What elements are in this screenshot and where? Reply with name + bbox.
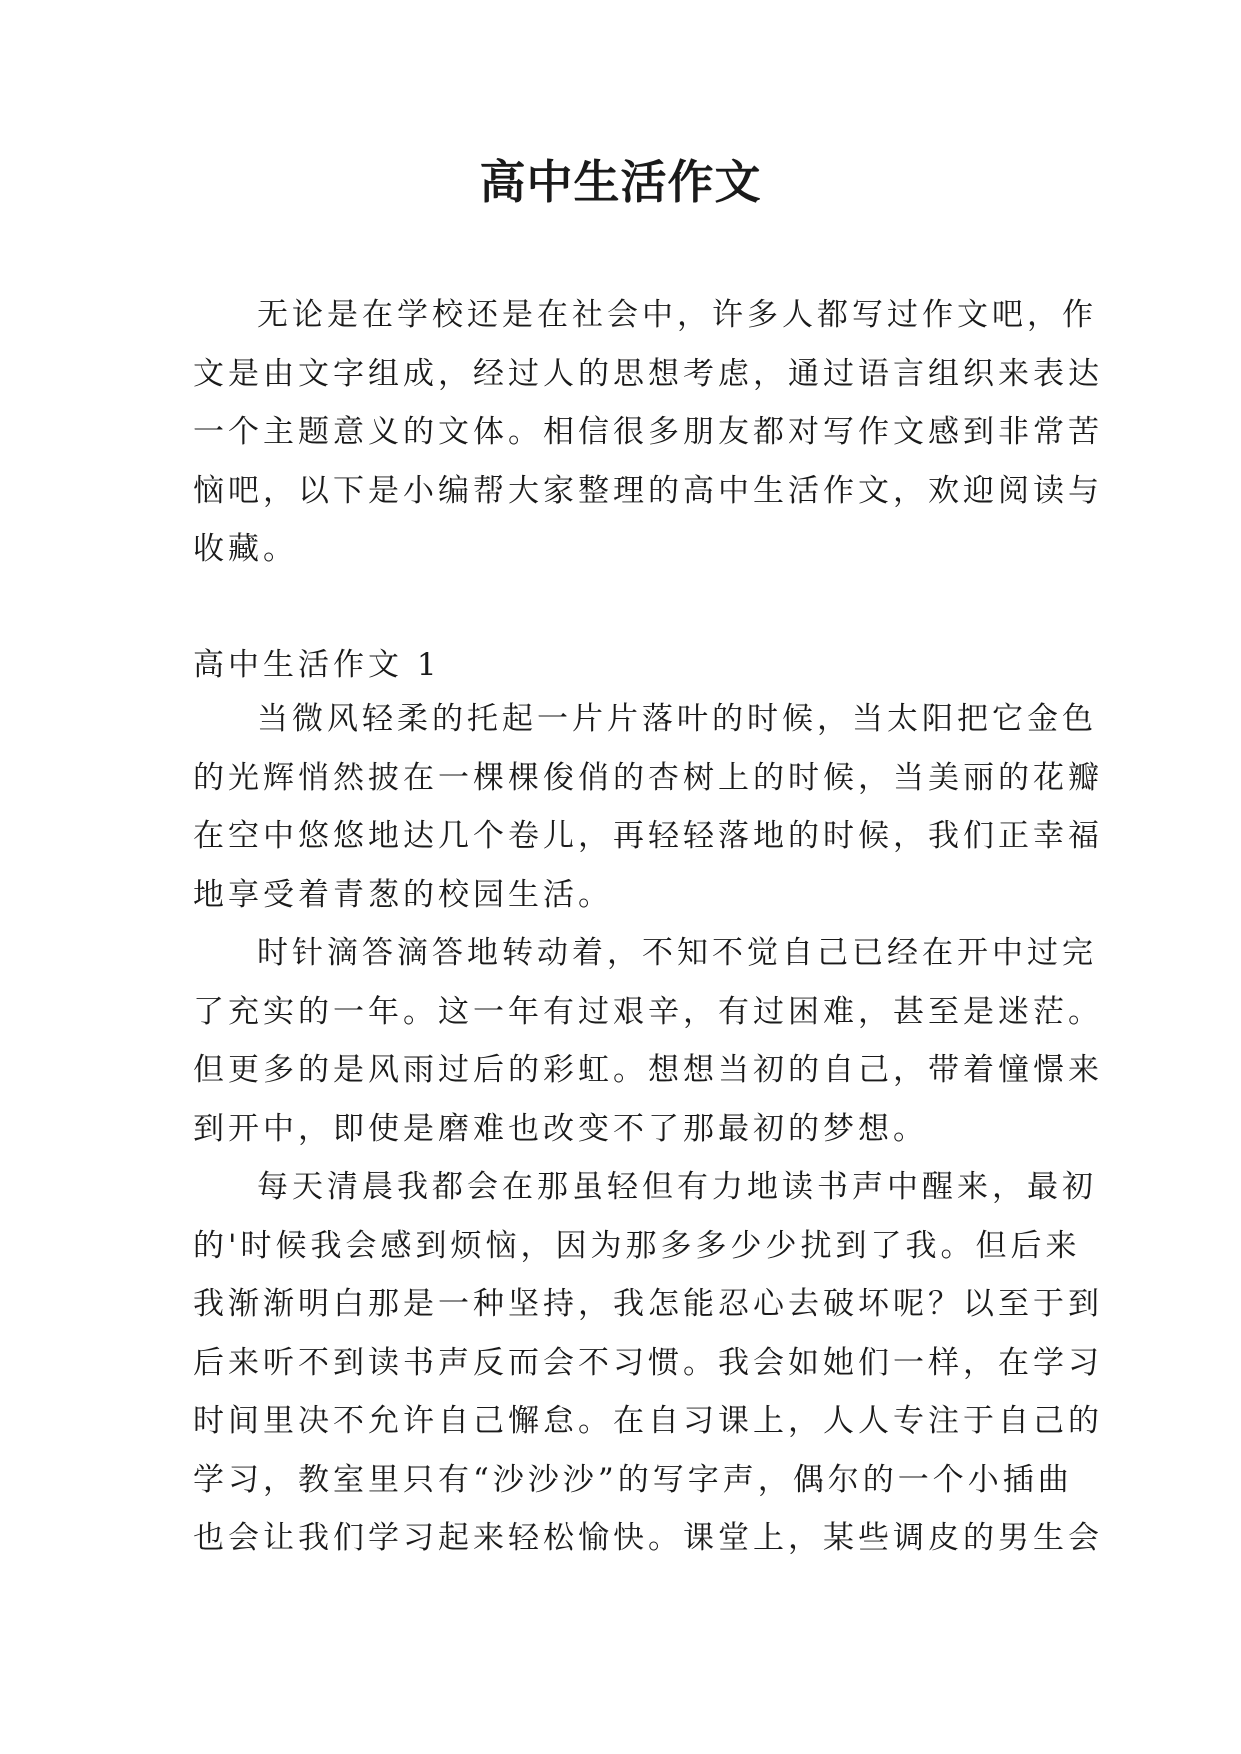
- text-line: 无论是在学校还是在社会中，许多人都写过作文吧，作: [257, 297, 1097, 333]
- section-heading: [193, 636, 1063, 695]
- text-line: 恼吧，以下是小编帮大家整理的高中生活作文，欢迎阅读与: [193, 472, 1103, 509]
- text-line: 当微风轻柔的托起一片片落叶的时候，当太阳把它金色: [257, 701, 1097, 737]
- text-line: 我渐渐明白那是一种坚持，我怎能忍心去破坏呢？以至于到: [193, 1286, 1103, 1322]
- section-body: [193, 690, 1103, 1568]
- text-line: 的光辉悄然披在一棵棵俊俏的杏树上的时候，当美丽的花瓣: [193, 759, 1103, 796]
- text-line: 文是由文字组成，经过人的思想考虑，通过语言组织来表达: [193, 355, 1103, 392]
- text-line: 了充实的一年。这一年有过艰辛，有过困难，甚至是迷茫。: [193, 993, 1103, 1030]
- text-line: 也会让我们学习起来轻松愉快。课堂上，某些调皮的男生会: [193, 1520, 1103, 1556]
- text-line: 的'时候我会感到烦恼，因为那多多少少扰到了我。但后来: [193, 1227, 1081, 1264]
- text-line: 地享受着青葱的校园生活。: [193, 876, 613, 913]
- document-title: 高中生活作文: [479, 155, 762, 209]
- text-line: 后来听不到读书声反而会不习惯。我会如她们一样，在学习: [193, 1344, 1103, 1381]
- text-line: 时针滴答滴答地转动着，不知不觉自己已经在开中过完: [257, 935, 1097, 971]
- text-line: 时间里决不允许自己懈怠。在自习课上，人人专注于自己的: [193, 1403, 1103, 1439]
- text-line: 在空中悠悠地达几个卷儿，再轻轻落地的时候，我们正幸福: [193, 818, 1103, 854]
- text-line: 每天清晨我都会在那虽轻但有力地读书声中醒来，最初: [257, 1169, 1097, 1205]
- text-line: 收藏。: [193, 531, 298, 567]
- text-line: 一个主题意义的文体。相信很多朋友都对写作文感到非常苦: [193, 414, 1103, 450]
- intro-paragraph: [193, 286, 1103, 579]
- text-line: 学习，教室里只有“沙沙沙”的写字声，偶尔的一个小插曲: [193, 1461, 1073, 1498]
- section-heading-text: 高中生活作文 1: [193, 647, 441, 683]
- text-line: 但更多的是风雨过后的彩虹。想想当初的自己，带着憧憬来: [193, 1052, 1103, 1088]
- text-line: 到开中，即使是磨难也改变不了那最初的梦想。: [193, 1110, 928, 1147]
